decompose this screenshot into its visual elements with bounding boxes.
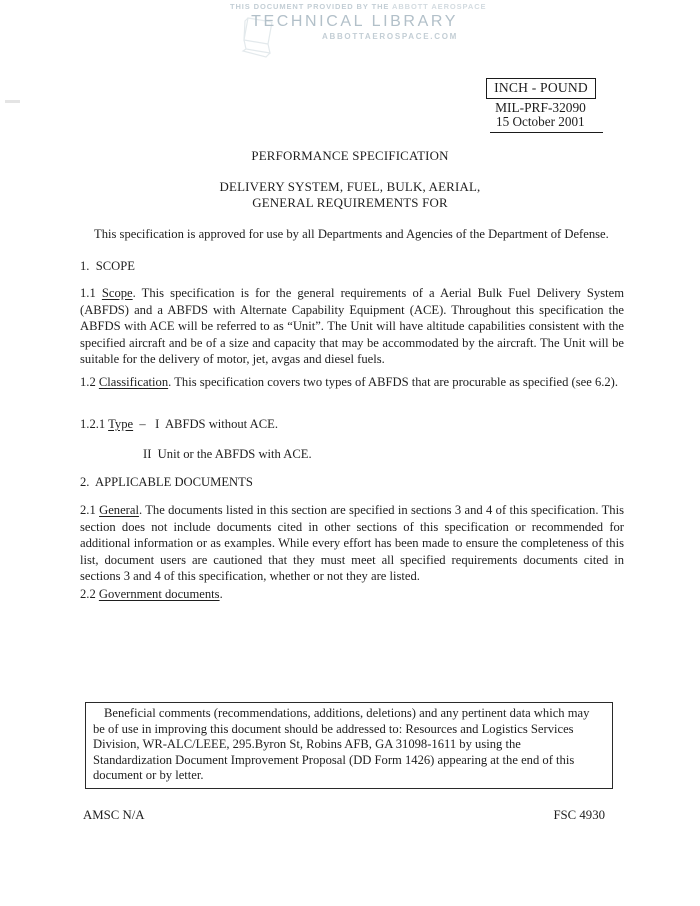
type-2-line: II Unit or the ABFDS with ACE.	[143, 447, 312, 461]
paragraph-title: Government documents	[98, 587, 220, 601]
type-1-text: – I ABFDS without ACE.	[133, 417, 278, 431]
paragraph-1-2-1	[80, 416, 624, 433]
beneficial-comments-box: Beneficial comments (recommendations, additions, deletions) and any pertinent data which may be of use in improving this document should be addressed to: Resources and Logistics Services Division, WR-ALC/LEEE, 295.Byron St, Robins AFB, GA 31098-1611 by using the Standardization Document Improvement Proposal (DD Form 1426) appearing at the end of this document or by letter.	[85, 702, 613, 789]
paragraph-text: . This specification covers two types of ABFDS that are procurable as specified (see 6.2).	[168, 375, 619, 389]
paragraph-text: . This specification is for the general requirements of a Aerial Bulk Fuel Delivery System (ABFDS) and a ABFDS with Alternate Capability Equipment (ACE). Throughout this specification the ABFDS with ACE will be referred to as “Unit”. The Unit will have altitude capabilities consistent with the specified aircraft and be of a size and capacity that may be accommodated by the aircraft. The Unit will be suitable for the delivery of motor, jet, avgas and diesel fuels.	[80, 286, 624, 366]
paragraph-1-2	[80, 374, 624, 391]
paragraph-title: Classification	[98, 375, 169, 389]
watermark-brand: ABBOTT AEROSPACE	[392, 2, 487, 11]
approval-statement: This specification is approved for use by all Departments and Agencies of the Department of Defense.	[94, 227, 609, 241]
spec-title: PERFORMANCE SPECIFICATION	[251, 149, 449, 163]
watermark-prefix: THIS DOCUMENT PROVIDED BY THE	[230, 2, 393, 11]
amsc-code: AMSC N/A	[83, 808, 145, 822]
spec-subtitle-line1: DELIVERY SYSTEM, FUEL, BULK, AERIAL,	[219, 180, 481, 194]
inch-pound-box: INCH - POUND	[486, 78, 596, 99]
paragraph-title: Type	[108, 417, 134, 431]
paragraph-text: . The documents listed in this section are specified in sections 3 and 4 of this specification. This section does not include documents cited in other sections of this specification or recommended for additional information or as examples. While every effort has been made to ensure the completeness of this list, document users are cautioned that they must meet all specified requirements documents cited in sections 3 and 4 of this specification, whether or not they are listed.	[80, 503, 625, 583]
paragraph-number: 2.1	[80, 503, 100, 517]
spec-subtitle-line2: GENERAL REQUIREMENTS FOR	[252, 196, 448, 210]
document-number: MIL-PRF-32090	[495, 100, 586, 115]
paragraph-title: Scope	[101, 286, 133, 300]
watermark-technical-library: TECHNICAL LIBRARY	[251, 12, 458, 30]
fsc-code: FSC 4930	[553, 808, 605, 822]
paragraph-number: 1.2.1	[80, 417, 109, 431]
scan-artifact-dash	[5, 100, 20, 103]
paragraph-number: 1.2	[80, 375, 99, 389]
paragraph-1-1	[80, 285, 624, 368]
paragraph-number: 2.2	[80, 587, 99, 601]
paragraph-text: .	[219, 587, 223, 601]
watermark-provided-by-line	[230, 2, 487, 11]
section-1-heading: 1. SCOPE	[80, 259, 135, 273]
paragraph-2-1	[80, 502, 624, 585]
provider-watermark	[230, 2, 487, 41]
watermark-website: ABBOTTAEROSPACE.COM	[321, 31, 458, 41]
section-2-heading: 2. APPLICABLE DOCUMENTS	[80, 475, 253, 489]
document-date: 15 October 2001	[490, 114, 603, 133]
paragraph-title: General	[99, 503, 139, 517]
paragraph-number: 1.1	[80, 286, 102, 300]
paragraph-2-2	[80, 586, 624, 603]
